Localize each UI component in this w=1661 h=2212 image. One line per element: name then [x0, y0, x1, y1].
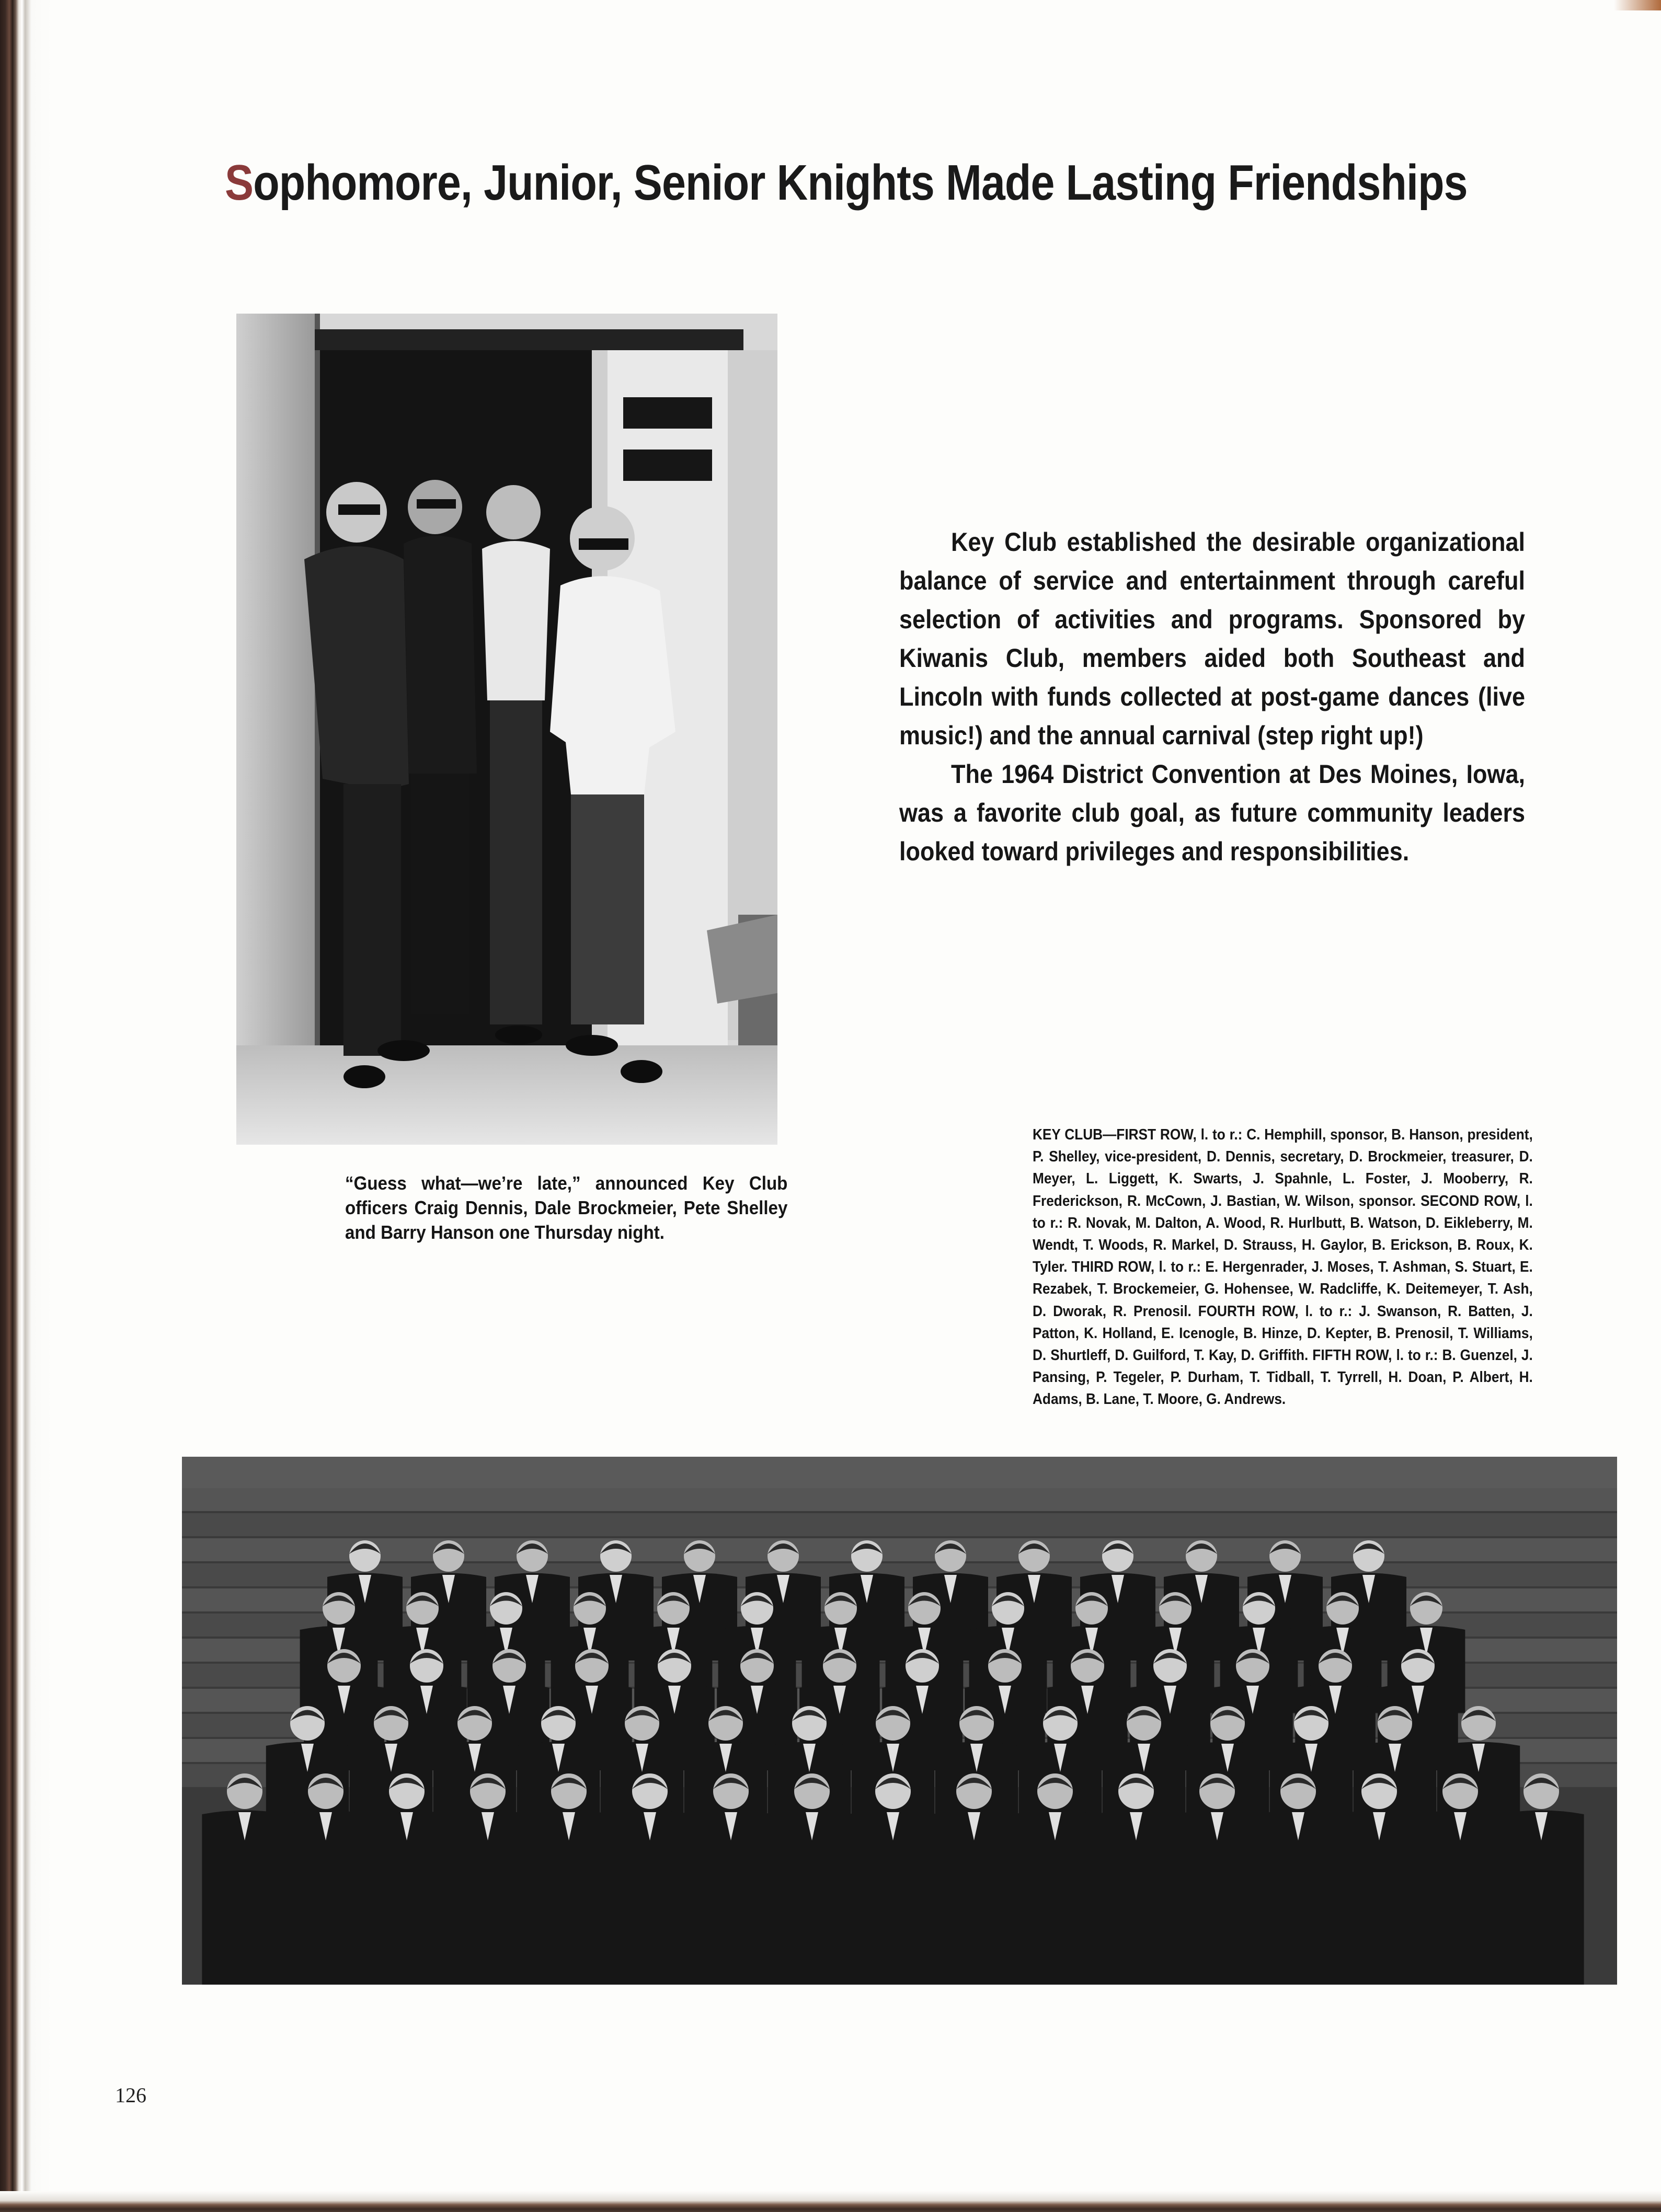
article-body	[899, 523, 1525, 871]
article-paragraph-2: The 1964 District Convention at Des Moines, Iowa, was a favorite club goal, as future community leaders looked toward privileges and responsibilities.	[899, 759, 1525, 866]
page-bottom-edge	[0, 2191, 1661, 2212]
page-title	[225, 152, 1468, 214]
officers-photo	[236, 314, 777, 1145]
group-photo	[182, 1457, 1617, 1985]
officers-photo-caption: “Guess what—we’re late,” announced Key Club officers Craig Dennis, Dale Brockmeier, Pete Shelley and Barry Hanson one Thursday night.	[345, 1172, 788, 1243]
bleacher-step	[182, 1513, 1617, 1536]
title-rest: ophomore, Junior, Senior Knights Made Lasting Friendships	[253, 155, 1468, 211]
group-photo-illustration	[182, 1457, 1617, 1985]
article-paragraph-1: Key Club established the desirable organizational balance of service and entertainment through careful selection of activities and programs. Sponsored by Kiwanis Club, members aided both Southeast and Lincoln with funds collected at post-game dances (live music!) and the annual carnival (step right up!)	[899, 527, 1525, 750]
officers-photo-illustration	[236, 314, 777, 1145]
page-number: 126	[115, 2083, 146, 2107]
page-corner-edge	[1614, 0, 1661, 10]
group-photo-caption: KEY CLUB—FIRST ROW, l. to r.: C. Hemphill, sponsor, B. Hanson, president, P. Shelley, vice-president, D. Dennis, secretary, D. Brockmeier, treasurer, D. Meyer, L. Liggett, K. Swarts, J. Spahnle, L. Foster, J. Mooberry, R. Frederickson, R. McCown, J. Bastian, W. Wilson, sponsor. SECOND ROW, l. to r.: R. Novak, M. Dalton, A. Wood, R. Hurlbutt, B. Watson, D. Eikleberry, M. Wendt, T. Woods, R. Markel, D. Strauss, H. Gaylor, B. Erickson, B. Roux, K. Tyler. THIRD ROW, l. to r.: E. Hergenrader, J. Moses, T. Ashman, S. Stuart, E. Rezabek, T. Brockemeier, G. Hohensee, W. Radcliffe, K. Deitemeyer, T. Ash, D. Dworak, R. Prenosil. FOURTH ROW, l. to r.: J. Swanson, R. Batten, J. Patton, K. Holland, E. Icenogle, B. Hinze, D. Kepter, B. Prenosil, T. Williams, D. Shurtleff, D. Guilford, T. Kay, D. Griffith. FIFTH ROW, l. to r.: B. Guenzel, J. Pansing, P. Tegeler, P. Durham, T. Tidball, T. Tyrrell, H. Doan, P. Albert, H. Adams, B. Lane, T. Moore, G. Andrews.	[1033, 1126, 1533, 1408]
title-first-letter: S	[225, 155, 254, 211]
bleacher-step	[182, 1488, 1617, 1511]
bleacher-step	[182, 1538, 1617, 1561]
page-binding-edge	[0, 0, 52, 2212]
